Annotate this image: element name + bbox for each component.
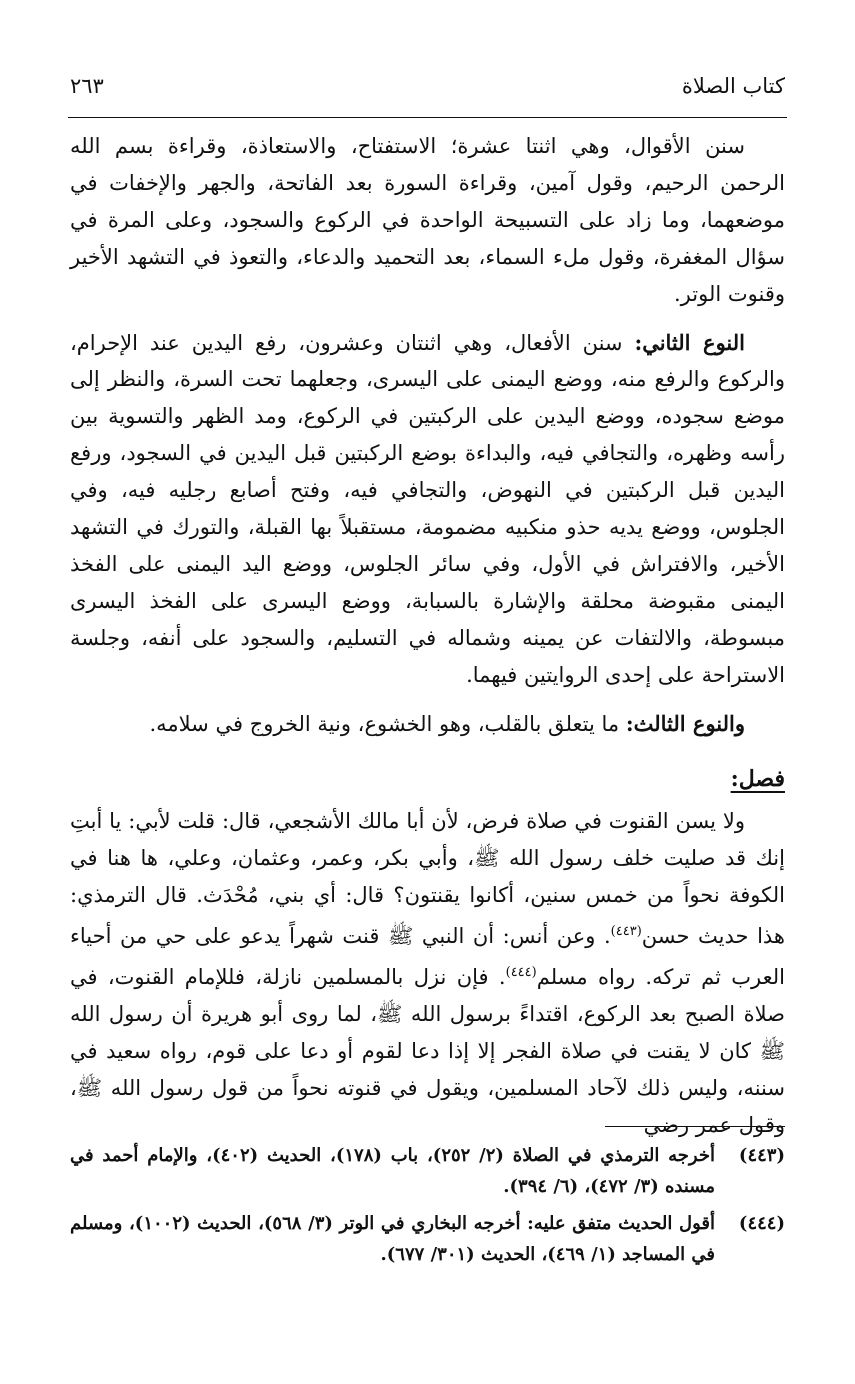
paragraph-4-part-b: . وعن أنس: أن النبي ﷺ قنت شهراً يدعو على حي من أحياء العرب ثم تركه. رواه مسلم <box>70 924 785 990</box>
paragraph-1: سنن الأقوال، وهي اثنتا عشرة؛ الاستفتاح، والاستعاذة، وقراءة بسم الله الرحمن الرحيم، وقول آمين، وقراءة السورة بعد الفاتحة، والجهر والإخفات في موضعهما، وما زاد على التسبيحة الواحدة في الركوع والسجود، وعلى المرة في سؤال المغفرة، وقول ملء السماء، بعد التحميد والدعاء، والتعوذ في التشهد الأخير وقنوت الوتر. <box>70 134 785 306</box>
footnotes <box>70 1140 785 1276</box>
book-title: كتاب الصلاة <box>681 74 785 98</box>
footnote-ref-444: (٤٤٤) <box>505 965 537 981</box>
main-text <box>70 128 785 1144</box>
paragraph-2-label: النوع الثاني: <box>634 329 746 355</box>
footnote <box>70 1140 785 1202</box>
footnote <box>70 1208 785 1270</box>
paragraph-4-part-a: ولا يسن القنوت في صلاة فرض، لأن أبا مالك الأشجعي، قال: قلت لأبي: يا أبتِ إنك قد صليت خلف رسول الله ﷺ، وأبي بكر، وعمر، وعثمان، وعلي، ها هنا في الكوفة نحواً من خمس سنين، أكانوا يقنتون؟ قال: أي بني، مُحْدَث. قال الترمذي: هذا حديث حسن <box>70 809 785 949</box>
header-rule <box>68 117 787 118</box>
page-number: ٢٦٣ <box>70 74 104 98</box>
paragraph-2-text: سنن الأفعال، وهي اثنتان وعشرون، رفع اليدين عند الإحرام، والركوع والرفع منه، ووضع اليمنى على اليسرى، وجعلهما تحت السرة، والنظر إلى موضع سجوده، ووضع اليدين على الركبتين في الركوع، ومد الظهر والتسوية بين رأسه وظهره، والتجافي فيه، والبداءة بوضع الركبتين قبل اليدين في السجود، ورفع اليدين قبل الركبتين في النهوض، والتجافي فيه، وفتح أصابع رجليه فيه، وفي الجلوس، ووضع يديه حذو منكبيه مضمومة، مستقبلاً بها القبلة، والتورك في التشهد الأخير، والافتراش في الأول، وفي سائر الجلوس، ووضع اليد اليمنى على الفخذ اليمنى مقبوضة محلقة والإشارة بالسبابة، ووضع اليسرى على الفخذ اليسرى مبسوطة، والالتفات عن يمينه وشماله في التسليم، والسجود على أنفه، وجلسة الاستراحة على إحدى الروايتين فيهما. <box>70 330 785 687</box>
footnote-number: (٤٤٤) <box>738 1213 785 1234</box>
footnote-ref-443: (٤٤٣) <box>610 924 642 940</box>
paragraph-3-text: ما يتعلق بالقلب، وهو الخشوع، ونية الخروج في سلامه. <box>149 711 620 736</box>
footnote-number: (٤٤٣) <box>738 1145 785 1166</box>
paragraph-4-part-c: . فإن نزل بالمسلمين نازلة، فللإمام القنوت، في صلاة الصبح بعد الركوع، اقتداءً برسول الله ﷺ، لما روى أبو هريرة أن رسول الله ﷺ كان لا يقنت في صلاة الفجر إلا إذا دعا لقوم أو دعا على قوم، رواه سعيد في سننه، وليس ذلك لآحاد المسلمين، ويقول في قنوته نحواً من قول رسول الله ﷺ، وقول عمر رضي <box>70 965 785 1137</box>
section-title: فصل: <box>730 765 785 792</box>
footnote-text: أقول الحديث متفق عليه: أخرجه البخاري في الوتر (٣/ ٥٦٨)، الحديث (١٠٠٢)، ومسلم في المساجد (١/ ٤٦٩)، الحديث (٣٠١/ ٦٧٧). <box>70 1213 715 1265</box>
paragraph-3-label: والنوع الثالث: <box>625 710 745 736</box>
paragraph-2 <box>70 325 785 694</box>
paragraph-4 <box>70 803 785 1143</box>
paragraph-3 <box>70 706 785 743</box>
footnote-text: أخرجه الترمذي في الصلاة (٢/ ٢٥٢)، باب (١٧٨)، الحديث (٤٠٢)، والإمام أحمد في مسنده (٣/ ٤٧٢)، (٦/ ٣٩٤). <box>70 1145 715 1197</box>
footnote-rule <box>605 1126 785 1127</box>
running-header <box>70 68 785 104</box>
